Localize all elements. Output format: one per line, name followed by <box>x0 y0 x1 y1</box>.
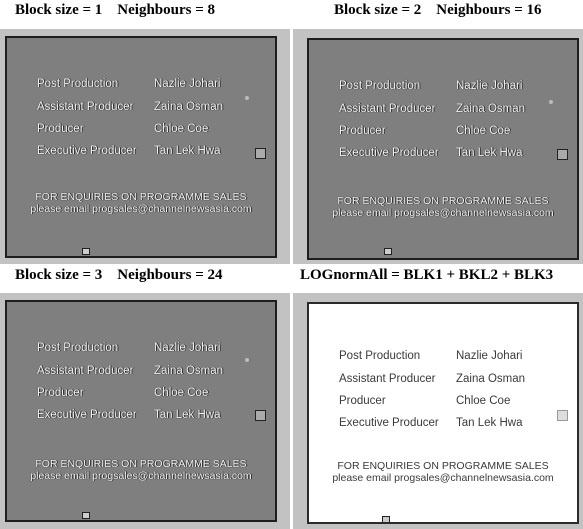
enquiry-text <box>309 195 577 219</box>
credit-role: Assistant Producer <box>339 373 436 385</box>
credit-name: Zaina Osman <box>154 101 224 113</box>
credit-role: Producer <box>37 123 84 135</box>
caption-block-size-3: Block size = 3 Neighbours = 24 <box>15 267 223 283</box>
bottom-marker-icon <box>382 516 390 523</box>
panel-lognormall <box>307 302 579 524</box>
enquiry-line-1: FOR ENQUIRIES ON PROGRAMME SALES <box>337 195 549 207</box>
caption-lognormall: LOGnormAll = BLK1 + BKL2 + BLK3 <box>300 267 554 283</box>
credit-role: Executive Producer <box>339 417 439 429</box>
credit-name: Nazlie Johari <box>154 342 221 354</box>
credit-name: Tan Lek Hwa <box>154 145 221 157</box>
credit-name: Chloe Coe <box>456 395 511 407</box>
enquiry-line-1: FOR ENQUIRIES ON PROGRAMME SALES <box>337 460 549 472</box>
credit-role: Post Production <box>339 350 421 362</box>
logo-square-icon <box>255 148 266 159</box>
logo-square-icon <box>557 149 568 160</box>
enquiry-line-2: please email progsales@channelnewsasia.com <box>30 470 252 482</box>
enquiry-line-2: please email progsales@channelnewsasia.com <box>332 207 554 219</box>
speck-icon <box>245 96 249 100</box>
credit-role: Producer <box>339 125 386 137</box>
credit-name: Chloe Coe <box>154 123 209 135</box>
speck-icon <box>245 358 249 362</box>
credit-name: Chloe Coe <box>154 387 209 399</box>
enquiry-line-1: FOR ENQUIRIES ON PROGRAMME SALES <box>35 458 247 470</box>
credit-name: Tan Lek Hwa <box>456 417 523 429</box>
enquiry-line-2: please email progsales@channelnewsasia.com <box>332 472 554 484</box>
credit-name: Tan Lek Hwa <box>154 409 221 421</box>
credit-name: Chloe Coe <box>456 125 511 137</box>
credit-name: Zaina Osman <box>456 373 526 385</box>
logo-square-icon <box>557 410 568 421</box>
bottom-marker-icon <box>82 512 90 519</box>
enquiry-line-1: FOR ENQUIRIES ON PROGRAMME SALES <box>35 191 247 203</box>
panel-block-size-1 <box>5 36 277 258</box>
enquiry-text <box>7 191 275 215</box>
caption-block-size-2: Block size = 2 Neighbours = 16 <box>334 2 542 18</box>
bottom-marker-icon <box>82 248 90 255</box>
credit-role: Executive Producer <box>37 145 137 157</box>
credit-name: Nazlie Johari <box>154 78 221 90</box>
credit-role: Assistant Producer <box>37 101 134 113</box>
enquiry-text <box>7 458 275 482</box>
bottom-marker-icon <box>384 248 392 255</box>
credit-role: Post Production <box>37 342 119 354</box>
credit-name: Zaina Osman <box>154 365 224 377</box>
credit-role: Executive Producer <box>37 409 137 421</box>
credit-role: Post Production <box>339 80 421 92</box>
speck-icon <box>549 100 553 104</box>
logo-square-icon <box>255 410 266 421</box>
credit-name: Zaina Osman <box>456 103 526 115</box>
credit-name: Nazlie Johari <box>456 350 523 362</box>
credit-role: Post Production <box>37 78 119 90</box>
panel-block-size-2 <box>307 38 579 260</box>
credit-role: Assistant Producer <box>339 103 436 115</box>
credit-name: Tan Lek Hwa <box>456 147 523 159</box>
enquiry-line-2: please email progsales@channelnewsasia.com <box>30 203 252 215</box>
credit-role: Producer <box>37 387 84 399</box>
credit-name: Nazlie Johari <box>456 80 523 92</box>
panel-block-size-3 <box>5 300 277 522</box>
caption-block-size-1: Block size = 1 Neighbours = 8 <box>15 2 216 18</box>
credit-role: Producer <box>339 395 386 407</box>
credit-role: Assistant Producer <box>37 365 134 377</box>
enquiry-text <box>309 460 577 484</box>
credit-role: Executive Producer <box>339 147 439 159</box>
